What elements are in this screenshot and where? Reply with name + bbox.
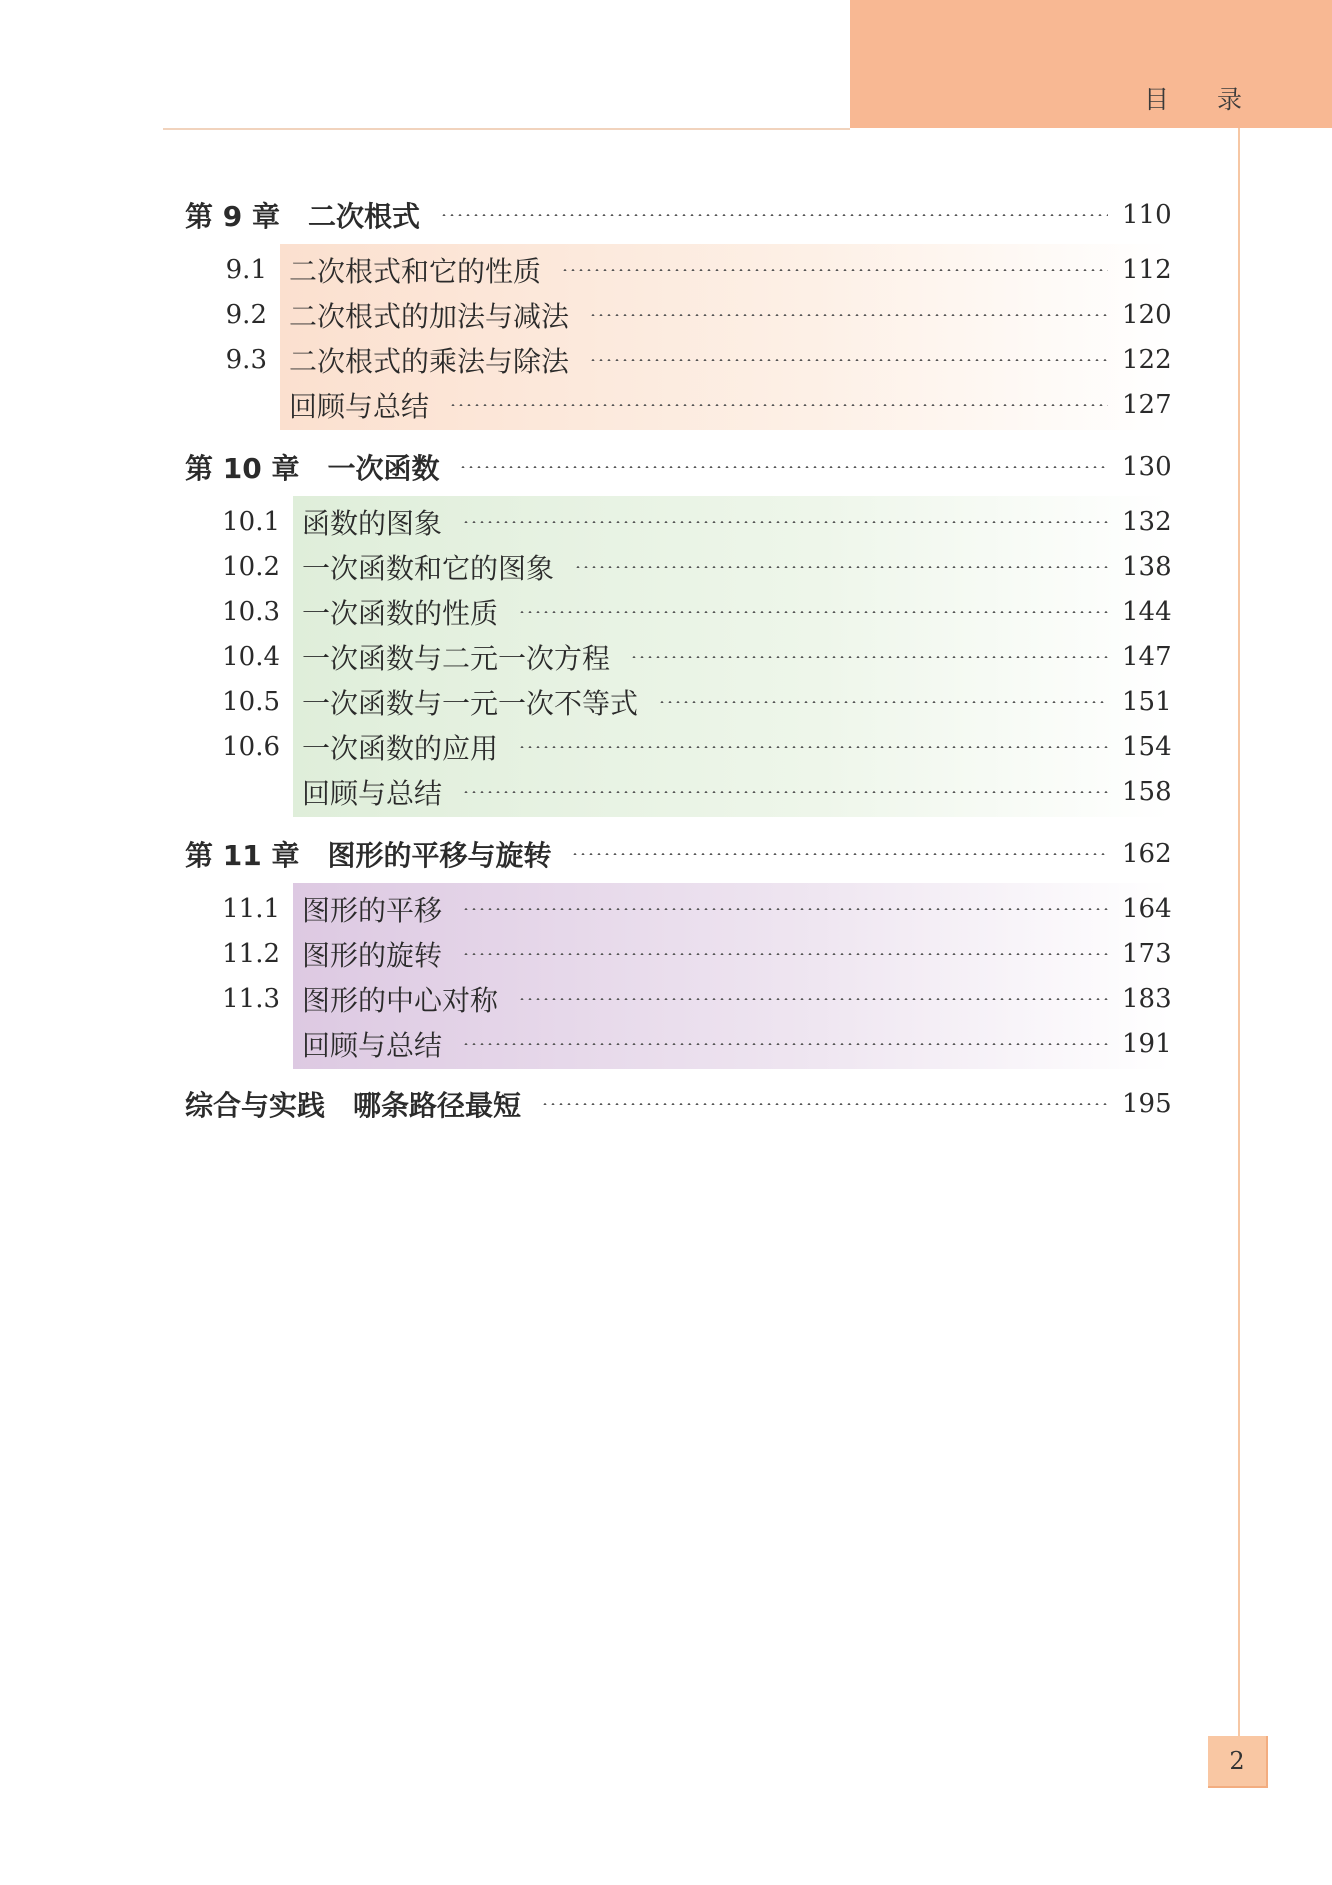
section-title: 一次函数与二元一次方程 [302,641,611,675]
dot-leader [561,269,1108,271]
header-rule [163,128,850,130]
chapter-title: 二次根式 [307,200,420,233]
page-ref: 191 [1122,1028,1172,1059]
dot-leader [449,404,1108,406]
page-ref: 127 [1122,389,1172,420]
header-title: 目 录 [1144,85,1262,114]
toc-section[interactable] [185,292,1170,337]
section-number: 10.4 [222,641,280,672]
dot-leader [571,853,1108,855]
page-ref: 144 [1122,596,1172,627]
dot-leader [630,656,1108,658]
section-title: 回顾与总结 [302,1028,443,1062]
toc-section[interactable] [185,976,1170,1021]
page-ref: 195 [1122,1089,1172,1119]
dot-leader [462,953,1108,955]
section-number: 9.1 [225,254,267,285]
section-title: 回顾与总结 [289,389,430,423]
chapter-label: 第 9 章 [185,200,280,233]
section-number: 9.3 [225,344,267,375]
toc-section[interactable] [185,724,1170,769]
section-title: 二次根式的乘法与除法 [289,344,570,378]
margin-rule [1238,128,1240,1736]
toc-chapter-10[interactable] [185,442,1170,492]
section-title: 二次根式的加法与减法 [289,299,570,333]
dot-leader [459,466,1108,468]
toc-section[interactable] [185,499,1170,544]
section-title: 图形的中心对称 [302,983,499,1017]
page-ref: 130 [1122,452,1172,482]
page-number: 2 [1208,1736,1268,1788]
section-number: 10.6 [222,731,280,762]
chapter-label: 第 10 章 [185,452,300,485]
toc-section[interactable] [185,634,1170,679]
section-title: 一次函数和它的图象 [302,551,555,585]
dot-leader [589,359,1108,361]
page-ref: 120 [1122,299,1172,330]
section-number: 10.5 [222,686,280,717]
toc-section-review[interactable] [185,382,1170,427]
section-title: 图形的平移 [302,893,443,927]
toc-section[interactable] [185,679,1170,724]
toc-section[interactable] [185,247,1170,292]
toc-chapter-9[interactable] [185,190,1170,240]
section-number: 9.2 [225,299,267,330]
toc-section[interactable] [185,337,1170,382]
chapter-title: 哪条路径最短 [353,1089,522,1122]
dot-leader [462,521,1108,523]
page-ref: 173 [1122,938,1172,969]
dot-leader [658,701,1108,703]
dot-leader [518,746,1108,748]
section-title: 图形的旋转 [302,938,443,972]
page-ref: 158 [1122,776,1172,807]
dot-leader [440,214,1108,216]
toc-practice[interactable] [185,1079,1170,1129]
toc-chapter-11[interactable] [185,829,1170,879]
page-ref: 164 [1122,893,1172,924]
section-number: 11.2 [222,938,280,969]
page-ref: 183 [1122,983,1172,1014]
section-group-11 [185,883,1170,1069]
page-ref: 151 [1122,686,1172,717]
section-title: 一次函数与一元一次不等式 [302,686,639,720]
dot-leader [462,1043,1108,1045]
dot-leader [518,611,1108,613]
section-number: 10.3 [222,596,280,627]
page-ref: 110 [1122,200,1172,230]
page-ref: 162 [1122,839,1172,869]
toc-section[interactable] [185,931,1170,976]
section-number: 11.1 [222,893,280,924]
page-ref: 154 [1122,731,1172,762]
page-ref: 112 [1122,254,1172,285]
section-title: 一次函数的性质 [302,596,499,630]
chapter-title: 一次函数 [327,452,440,485]
dot-leader [589,314,1108,316]
section-title: 二次根式和它的性质 [289,254,542,288]
table-of-contents [185,190,1170,1129]
section-group-9 [185,244,1170,430]
toc-section-review[interactable] [185,1021,1170,1066]
section-title: 一次函数的应用 [302,731,499,765]
section-title: 函数的图象 [302,506,443,540]
dot-leader [462,791,1108,793]
page-ref: 132 [1122,506,1172,537]
dot-leader [518,998,1108,1000]
section-number: 10.1 [222,506,280,537]
section-group-10 [185,496,1170,817]
page-ref: 147 [1122,641,1172,672]
toc-section-review[interactable] [185,769,1170,814]
chapter-label: 综合与实践 [185,1089,326,1122]
toc-section[interactable] [185,544,1170,589]
page-ref: 138 [1122,551,1172,582]
section-number: 11.3 [222,983,280,1014]
section-title: 回顾与总结 [302,776,443,810]
section-number: 10.2 [222,551,280,582]
dot-leader [462,908,1108,910]
toc-section[interactable] [185,589,1170,634]
chapter-title: 图形的平移与旋转 [327,839,552,872]
chapter-label: 第 11 章 [185,839,300,872]
dot-leader [541,1103,1108,1105]
dot-leader [574,566,1108,568]
page-ref: 122 [1122,344,1172,375]
toc-section[interactable] [185,886,1170,931]
